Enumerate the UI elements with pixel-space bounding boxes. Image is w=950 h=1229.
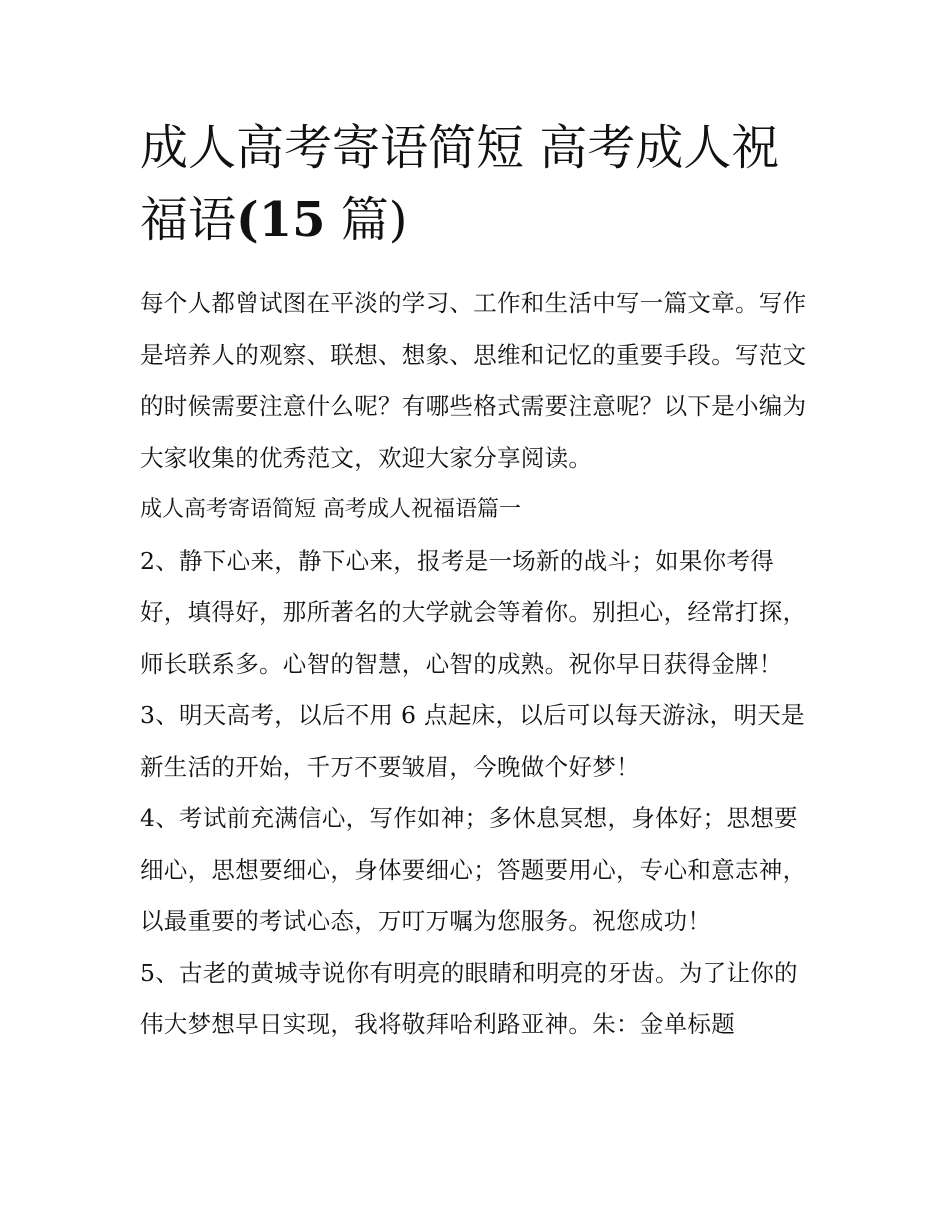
intro-paragraph: 每个人都曾试图在平淡的学习、工作和生活中写一篇文章。写作是培养人的观察、联想、想象、思维和记忆的重要手段。写范文的时候需要注意什么呢？有哪些格式需要注意呢？以下是小编为大家收集的优秀范文，欢迎大家分享阅读。: [140, 289, 807, 472]
title-suffix: 篇): [325, 192, 408, 248]
blessing-item-3: 3、明天高考，以后不用 6 点起床，以后可以每天游泳，明天是新生活的开始，千万不要皱眉，今晚做个好梦！: [140, 701, 805, 781]
blessing-item-5: 5、古老的黄城寺说你有明亮的眼睛和明亮的牙齿。为了让你的伟大梦想早日实现，我将敬拜哈利路亚神。朱：金单标题: [140, 958, 798, 1038]
blessing-item-2: 2、静下心来，静下心来，报考是一场新的战斗；如果你考得好，填得好，那所著名的大学就会等着你。别担心，经常打探，师长联系多。心智的智慧，心智的成熟。祝你早日获得金牌！: [140, 546, 807, 678]
document-body: [140, 278, 815, 1051]
section-heading: 成人高考寄语简短 高考成人祝福语篇一: [140, 497, 521, 522]
document-title: [140, 112, 815, 256]
title-count: (15: [236, 192, 326, 248]
blessing-item-4: 4、考试前充满信心，写作如神；多休息冥想，身体好；思想要细心，思想要细心，身体要细心；答题要用心，专心和意志神，以最重要的考试心态，万叮万嘱为您服务。祝您成功！: [140, 804, 807, 935]
title-text: 成人高考寄语简短 高考成人祝福语: [140, 120, 780, 248]
document-page: [140, 112, 815, 1051]
